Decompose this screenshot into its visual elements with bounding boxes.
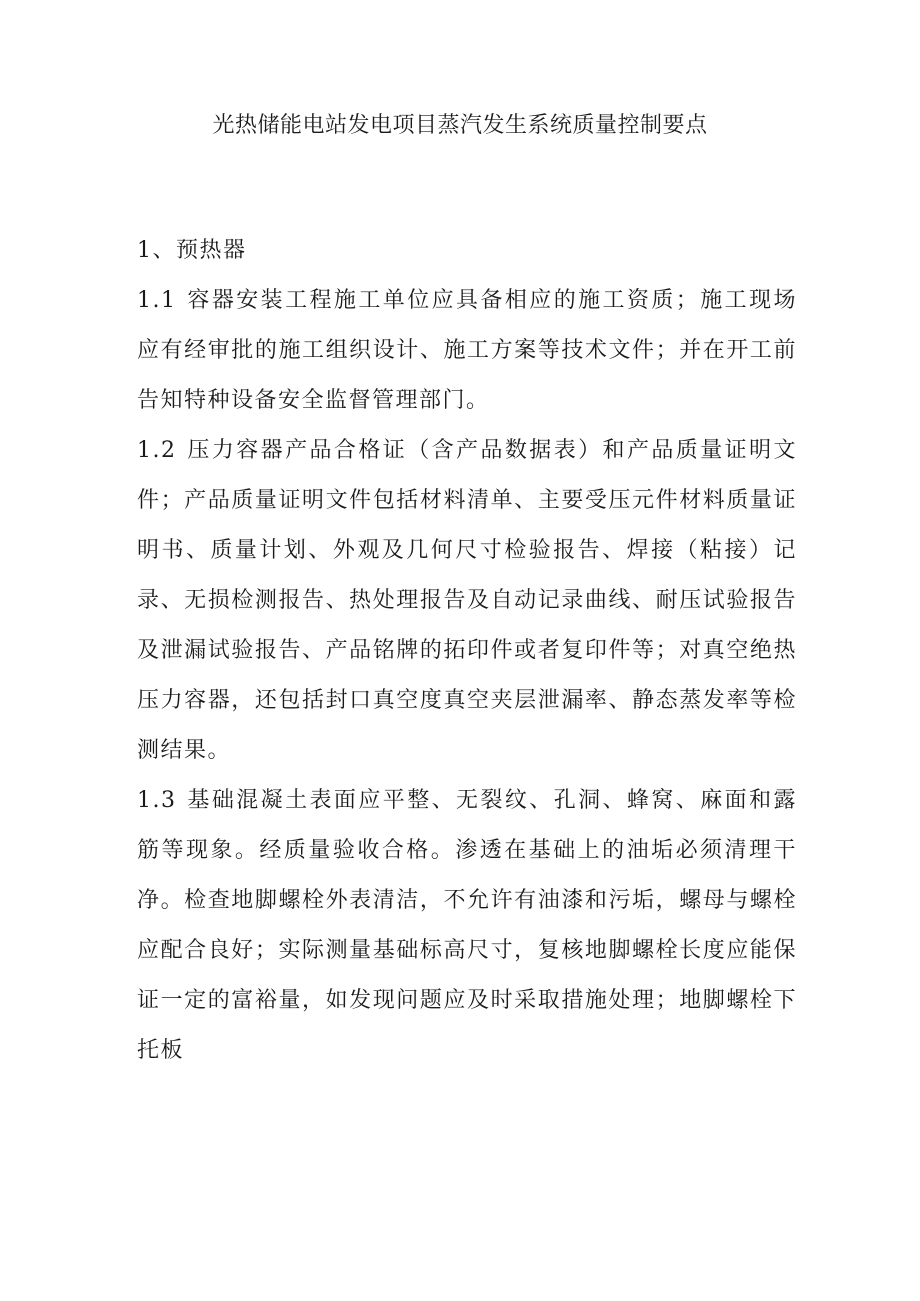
section-heading: 1、预热器 xyxy=(137,238,247,263)
document-body xyxy=(137,226,797,1076)
paragraph-1-1 xyxy=(137,276,797,426)
paragraph-text: 容器安装工程施工单位应具备相应的施工资质；施工现场应有经审批的施工组织设计、施工方案等技术文件；并在开工前告知特种设备安全监督管理部门。 xyxy=(137,288,797,413)
paragraph-text: 压力容器产品合格证（含产品数据表）和产品质量证明文件；产品质量证明文件包括材料清单、主要受压元件材料质量证明书、质量计划、外观及几何尺寸检验报告、焊接（粘接）记录、无损检测报告、热处理报告及自动记录曲线、耐压试验报告及泄漏试验报告、产品铭牌的拓印件或者复印件等；对真空绝热压力容器，还包括封口真空度真空夹层泄漏率、静态蒸发率等检测结果。 xyxy=(137,438,797,763)
paragraph-number: 1.1 xyxy=(137,288,177,313)
paragraph-text: 基础混凝土表面应平整、无裂纹、孔洞、蜂窝、麻面和露筋等现象。经质量验收合格。渗透在基础上的油垢必须清理干净。检查地脚螺栓外表清洁，不允许有油漆和污垢，螺母与螺栓应配合良好；实际测量基础标高尺寸，复核地脚螺栓长度应能保证一定的富裕量，如发现问题应及时采取措施处理；地脚螺栓下托板 xyxy=(137,788,797,1063)
paragraph-1-2 xyxy=(137,426,797,776)
document-title: 光热储能电站发电项目蒸汽发生系统质量控制要点 xyxy=(212,113,708,138)
paragraph-number: 1.2 xyxy=(137,438,177,463)
paragraph-number: 1.3 xyxy=(137,788,177,813)
paragraph-1-3 xyxy=(137,776,797,1076)
